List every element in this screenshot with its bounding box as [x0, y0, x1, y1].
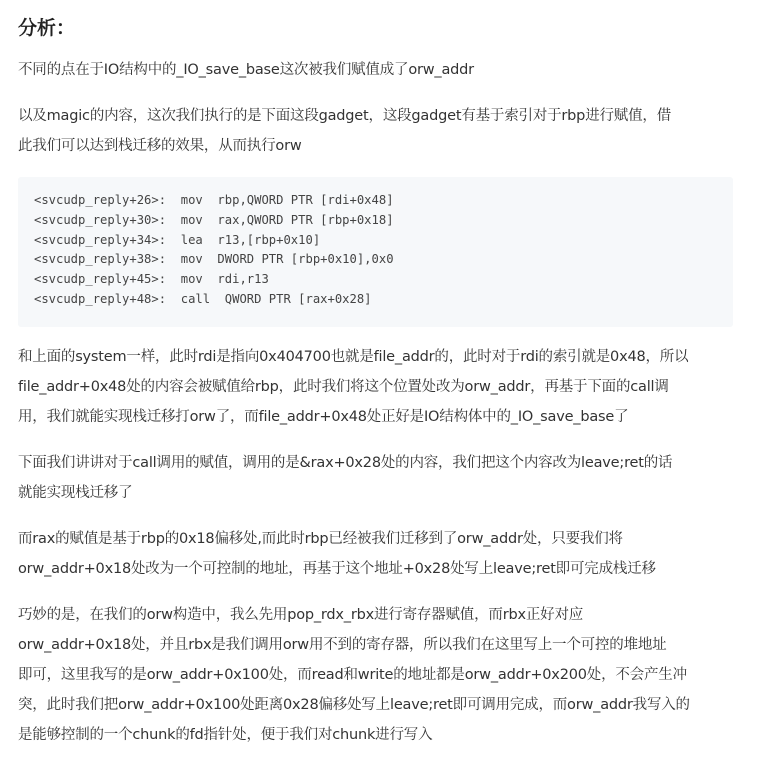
- code-block[interactable]: [18, 177, 733, 327]
- paragraph-line: 就能实现栈迁移了: [18, 485, 133, 501]
- paragraph-line: 突，此时我们把orw_addr+0x100处距离0x28偏移处写上leave;ret即可调用完成，而orw_addr我写入的: [18, 697, 690, 713]
- paragraph-4: [18, 448, 751, 508]
- paragraph-line: 巧妙的是，在我们的orw构造中，我么先用pop_rdx_rbx进行寄存器赋值，而rbx正好对应: [18, 607, 584, 623]
- paragraph-line: 而rax的赋值是基于rbp的0x18偏移处,而此时rbp已经被我们迁移到了orw_addr处，只要我们将: [18, 531, 623, 547]
- paragraph-line: file_addr+0x48处的内容会被赋值给rbp，此时我们将这个位置处改为orw_addr，再基于下面的call调: [18, 379, 669, 395]
- code-line: <svcudp_reply+30>: mov rax,QWORD PTR [rbp+0x18]: [34, 212, 394, 227]
- paragraph-line: orw_addr+0x18处改为一个可控制的地址，再基于这个地址+0x28处写上leave;ret即可完成栈迁移: [18, 561, 656, 577]
- paragraph-1: [18, 55, 751, 85]
- paragraph-5: [18, 524, 751, 584]
- paragraph-line: 下面我们讲讲对于call调用的赋值，调用的是&rax+0x28处的内容，我们把这个内容改为leave;ret的话: [18, 455, 673, 471]
- paragraph-line: 用，我们就能实现栈迁移打orw了，而file_addr+0x48处正好是IO结构体中的_IO_save_base了: [18, 409, 629, 425]
- paragraph-2: [18, 101, 751, 161]
- paragraph-line: 是能够控制的一个chunk的fd指针处，便于我们对chunk进行写入: [18, 727, 433, 743]
- section-heading: 分析：: [18, 17, 76, 39]
- code-line: <svcudp_reply+34>: lea r13,[rbp+0x10]: [34, 232, 321, 247]
- paragraph-line: 此我们可以达到栈迁移的效果，从而执行orw: [18, 138, 302, 154]
- code-line: <svcudp_reply+26>: mov rbp,QWORD PTR [rdi+0x48]: [34, 193, 394, 207]
- paragraph-3: [18, 342, 751, 432]
- paragraph-line: 和上面的system一样，此时rdi是指向0x404700也就是file_addr的，此时对于rdi的索引就是0x48，所以: [18, 349, 689, 365]
- paragraph-line: orw_addr+0x18处，并且rbx是我们调用orw用不到的寄存器，所以我们在这里写上一个可控的堆地址: [18, 637, 667, 653]
- paragraph-6: [18, 600, 751, 750]
- code-line: <svcudp_reply+38>: mov DWORD PTR [rbp+0x10],0x0: [34, 252, 394, 267]
- code-line: <svcudp_reply+45>: mov rdi,r13: [34, 272, 269, 287]
- paragraph-line: 即可，这里我写的是orw_addr+0x100处，而read和write的地址都是orw_addr+0x200处，不会产生冲: [18, 667, 687, 683]
- code-line: <svcudp_reply+48>: call QWORD PTR [rax+0x28]: [34, 291, 372, 306]
- paragraph-line: 以及magic的内容，这次我们执行的是下面这段gadget，这段gadget有基于索引对于rbp进行赋值，借: [18, 108, 671, 124]
- paragraph-line: 不同的点在于IO结构中的_IO_save_base这次被我们赋值成了orw_addr: [18, 62, 474, 78]
